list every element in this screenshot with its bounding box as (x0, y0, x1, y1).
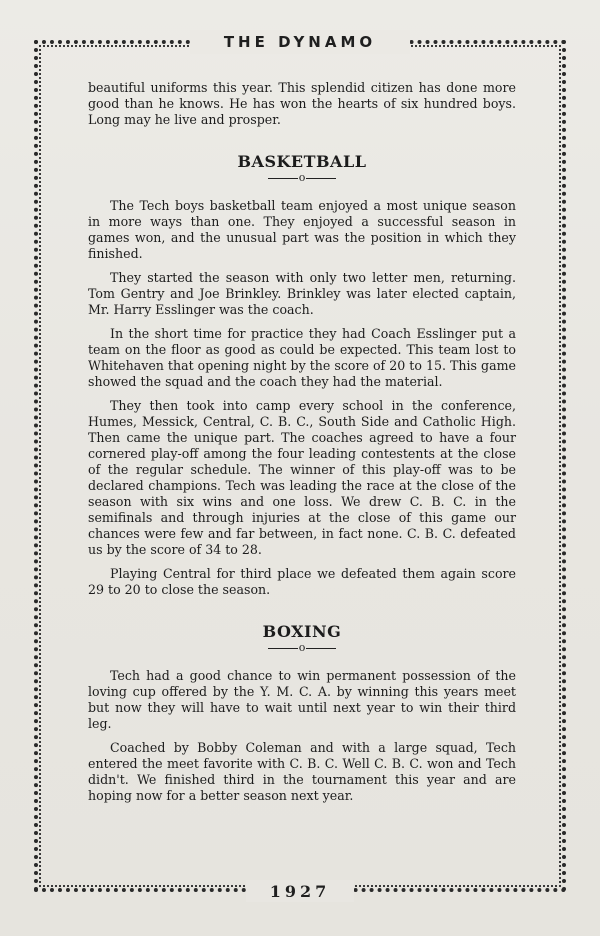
basketball-section (88, 154, 516, 598)
header (190, 30, 410, 54)
boxing-paragraph: Tech had a good chance to win permanent possession of the loving cup offered by the Y. M. C. A. by winning this years meet but now they will have to wait until next year to win their third leg. (88, 668, 516, 731)
basketball-paragraph: They started the season with only two letter men, returning. Tom Gentry and Joe Brinkley. Brinkley was later elected captain, Mr. Harry Esslinger was the coach. (88, 270, 516, 317)
boxing-heading: BOXING (262, 622, 342, 641)
section-ornament: o (88, 172, 516, 184)
footer (246, 880, 354, 902)
basketball-heading: BASKETBALL (237, 152, 367, 171)
basketball-paragraph: In the short time for practice they had Coach Esslinger put a team on the floor as good as could be expected. This team lost to Whitehaven that opening night by the score of 20 to 15. This game showed the squad and the coach they had the material. (88, 326, 516, 389)
basketball-paragraph: Playing Central for third place we defeated them again score 29 to 20 to close the season. (88, 566, 516, 597)
boxing-section (88, 624, 516, 804)
running-header-title: THE DYNAMO (223, 33, 377, 51)
boxing-paragraph: Coached by Bobby Coleman and with a large squad, Tech entered the meet favorite with C. B. C. Well C. B. C. won and Tech didn't. We finished third in the tournament this year and are hoping now for a better season next year. (88, 740, 516, 803)
section-ornament: o (88, 642, 516, 654)
main-content (88, 80, 516, 812)
basketball-paragraph: They then took into camp every school in the conference, Humes, Messick, Central, C. B. C., South Side and Catholic High. Then came the unique part. The coaches agreed to have a four cornered play-off among the four leading contestents at the close of the regular schedule. The winner of this play-off was to be declared champions. Tech was leading the race at the close of the season with six wins and one loss. We drew C. B. C. in the semifinals and through injuries at the close of this game our chances were few and far between, in fact none. C. B. C. defeated us by the score of 34 to 28. (88, 398, 516, 557)
footer-year: 1927 (269, 881, 331, 901)
intro-paragraph: beautiful uniforms this year. This splendid citizen has done more good than he knows. He has won the hearts of six hundred boys. Long may he live and prosper. (88, 80, 516, 127)
basketball-paragraph: The Tech boys basketball team enjoyed a most unique season in more ways than one. They enjoyed a successful season in games won, and the unusual part was the position in which they finished. (88, 198, 516, 261)
